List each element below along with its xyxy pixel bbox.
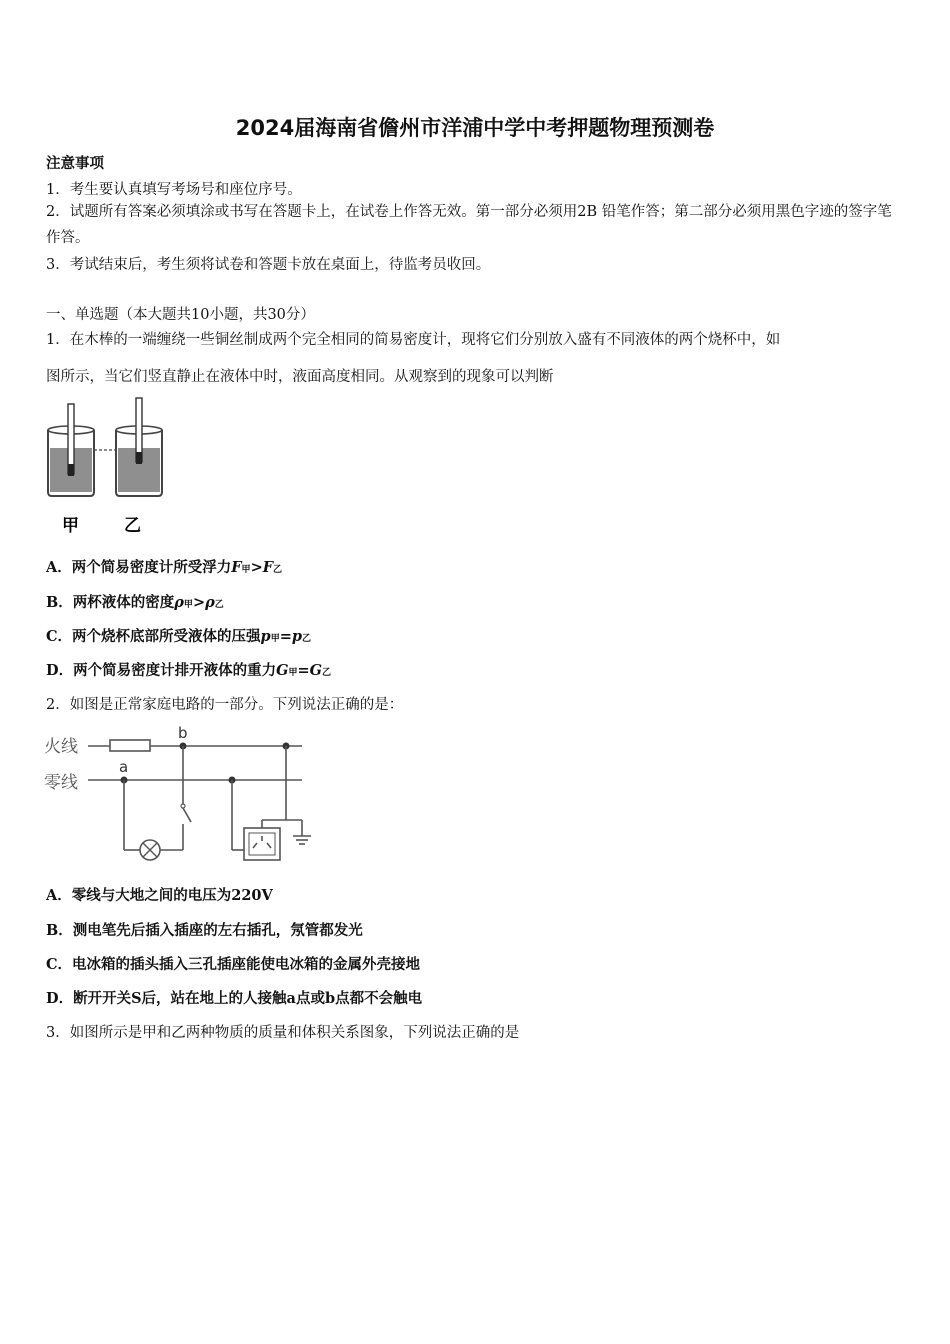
q2-option-b: B．测电笔先后插入插座的左右插孔，氖管都发光 — [46, 922, 363, 939]
notice-heading: 注意事项 — [46, 155, 104, 172]
neutral-wire-label: 零线 — [44, 773, 78, 793]
q2-option-c: C．电冰箱的插头插入三孔插座能使电冰箱的金属外壳接地 — [46, 956, 421, 973]
hydrometer-a — [68, 404, 74, 474]
q3-stem: 3．如图所示是甲和乙两种物质的质量和体积关系图象，下列说法正确的是 — [46, 1025, 520, 1041]
notice-item-2: 2．试题所有答案必须填涂或书写在答题卡上，在试卷上作答无效。第一部分必须用2B 铅笔作答；第二部分必须用黑色字迹的签字笔作答。 — [46, 204, 892, 246]
live-wire-label: 火线 — [44, 737, 78, 757]
q1-option-b: B．两杯液体的密度ρ甲>ρ乙 — [46, 594, 224, 611]
q2-circuit-figure — [44, 724, 314, 869]
q1-option-a: A．两个简易密度计所受浮力F甲>F乙 — [46, 559, 283, 576]
q2-option-a: A．零线与大地之间的电压为220V — [46, 887, 273, 904]
q1-hydrometer-figure — [44, 396, 174, 541]
q2-stem: 2．如图是正常家庭电路的一部分。下列说法正确的是： — [46, 697, 404, 713]
notice-item-3: 3．考试结束后，考生须将试卷和答题卡放在桌面上，待监考员收回。 — [46, 257, 491, 273]
fig-label-a: 甲 — [62, 516, 79, 536]
q1-option-c: C．两个烧杯底部所受液体的压强p甲=p乙 — [46, 628, 312, 645]
fuse — [110, 740, 150, 751]
q1-option-d: D．两个简易密度计排开液体的重力G甲=G乙 — [46, 662, 332, 679]
q2-option-d: D．断开开关S后，站在地上的人接触a点或b点都不会触电 — [46, 990, 423, 1007]
notice-item-1: 1．考生要认真填写考场号和座位序号。 — [46, 182, 302, 198]
section-heading: 一、单选题（本大题共10小题，共30分） — [46, 307, 315, 323]
q1-stem-line2: 图所示，当它们竖直静止在液体中时，液面高度相同。从观察到的现象可以判断 — [46, 369, 554, 385]
point-b-label: b — [178, 724, 188, 742]
q1-stem-line1: 1．在木棒的一端缠绕一些铜丝制成两个完全相同的简易密度计，现将它们分别放入盛有不同液体的两个烧杯中，如 — [46, 332, 781, 348]
switch — [183, 808, 191, 822]
fig-label-b: 乙 — [124, 516, 141, 536]
exam-title: 2024届海南省儋州市洋浦中学中考押题物理预测卷 — [235, 116, 715, 140]
point-a-label: a — [119, 758, 129, 776]
